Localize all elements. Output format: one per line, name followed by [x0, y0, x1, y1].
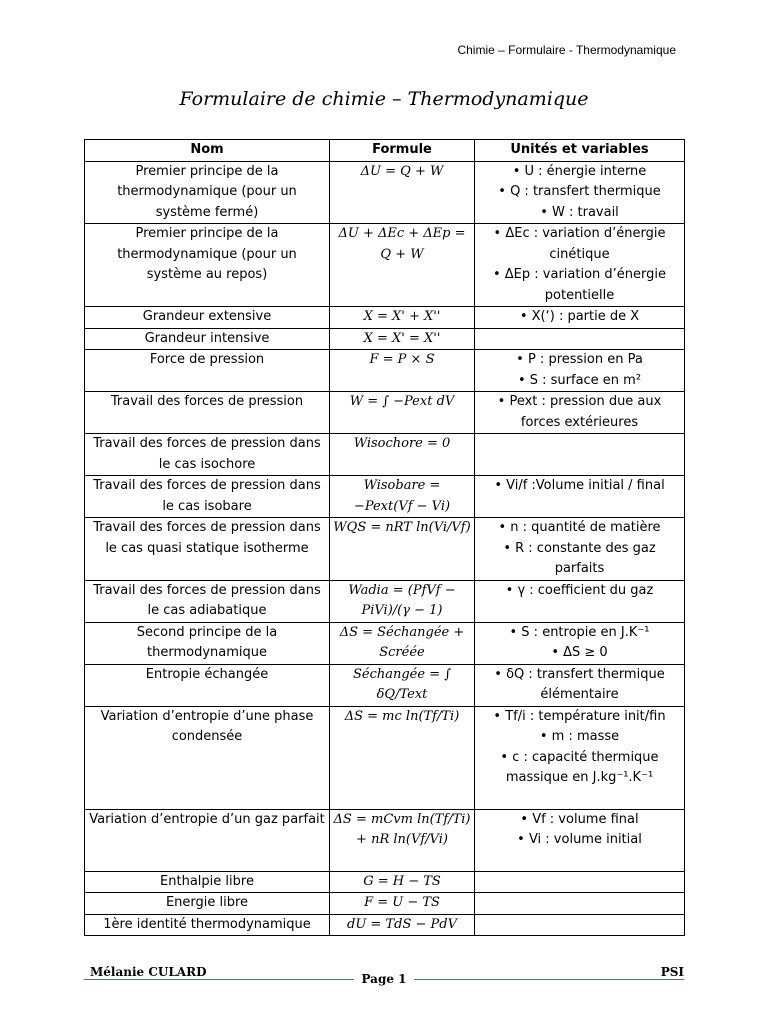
- row-units: [475, 350, 685, 392]
- unit-line: • ΔEp : variation d’énergie potentielle: [492, 267, 667, 303]
- footer-class: PSI: [660, 965, 684, 979]
- row-name: Travail des forces de pression dans le cas quasi statique isotherme: [85, 518, 330, 581]
- row-formula: ΔS = mCvm ln(Tf/Ti) + nR ln(Vf/Vi): [330, 809, 475, 871]
- unit-line: • Vi/f :Volume initial / final: [494, 478, 665, 493]
- column-header-formula: Formule: [330, 140, 475, 162]
- unit-line: • ΔEc : variation d’énergie cinétique: [493, 226, 666, 262]
- row-units: [475, 914, 685, 936]
- table-row: [85, 307, 685, 329]
- row-formula: Séchangée = ∫ δQ/Text: [330, 664, 475, 706]
- document-title: Formulaire de chimie – Thermodynamique: [179, 88, 589, 110]
- row-formula: F = U − TS: [330, 893, 475, 915]
- footer-rule-right: [414, 979, 684, 980]
- table-row: [85, 706, 685, 809]
- unit-line: • γ : coefficient du gaz: [505, 582, 654, 598]
- table-row: [85, 871, 685, 893]
- row-name: Travail des forces de pression dans le cas isochore: [85, 434, 330, 476]
- row-units: [475, 580, 685, 622]
- table-row: [85, 328, 685, 350]
- footer-page-number: Page 1: [361, 972, 407, 986]
- table-row: [85, 664, 685, 706]
- unit-line: • c : capacité thermique massique en J.kg⁻¹.K⁻¹: [500, 749, 659, 785]
- unit-line: • n : quantité de matière: [498, 520, 661, 535]
- row-formula: G = H − TS: [330, 871, 475, 893]
- row-units: [475, 664, 685, 706]
- unit-line: • S : entropie en J.K⁻¹: [509, 624, 650, 640]
- row-units: [475, 871, 685, 893]
- row-units: [475, 434, 685, 476]
- row-formula: F = P × S: [330, 350, 475, 392]
- column-header-units: Unités et variables: [475, 140, 685, 162]
- row-name: Second principe de la thermodynamique: [85, 622, 330, 664]
- unit-line: • Pext : pression due aux forces extérieures: [497, 394, 662, 430]
- row-name: Premier principe de la thermodynamique (pour un système au repos): [85, 224, 330, 307]
- table-row: [85, 809, 685, 871]
- unit-line: • Q : transfert thermique: [498, 184, 661, 199]
- table-row: [85, 580, 685, 622]
- unit-line: • m : masse: [539, 729, 620, 744]
- unit-line: • X(‘) : partie de X: [519, 309, 640, 324]
- table-row: [85, 914, 685, 936]
- table-row: [85, 622, 685, 664]
- row-name: Premier principe de la thermodynamique (pour un système fermé): [85, 161, 330, 224]
- row-units: [475, 224, 685, 307]
- unit-line: • ΔS ≥ 0: [551, 645, 608, 660]
- table-row: [85, 392, 685, 434]
- row-name: Enthalpie libre: [85, 871, 330, 893]
- table-row: [85, 476, 685, 518]
- row-units: [475, 392, 685, 434]
- row-units: [475, 622, 685, 664]
- row-name: Variation d’entropie d’une phase condensée: [85, 706, 330, 809]
- row-name: 1ère identité thermodynamique: [85, 914, 330, 936]
- table-row: [85, 224, 685, 307]
- unit-line: • Vi : volume initial: [517, 832, 642, 847]
- table-header-row: [85, 140, 685, 162]
- row-units: [475, 706, 685, 809]
- table-row: [85, 893, 685, 915]
- row-formula: ΔS = mc ln(Tf/Ti): [330, 706, 475, 809]
- row-units: [475, 307, 685, 329]
- page-header: Chimie – Formulaire - Thermodynamique: [457, 43, 676, 57]
- row-units: [475, 518, 685, 581]
- row-formula: Wadia = (PfVf − PiVi)/(γ − 1): [330, 580, 475, 622]
- unit-line: • U : énergie interne: [512, 163, 647, 179]
- row-formula: ΔU + ΔEc + ΔEp = Q + W: [330, 224, 475, 307]
- row-name: Force de pression: [85, 350, 330, 392]
- row-formula: X = X' + X'': [330, 307, 475, 329]
- row-name: Travail des forces de pression dans le cas adiabatique: [85, 580, 330, 622]
- row-formula: Wisochore = 0: [330, 434, 475, 476]
- row-formula: X = X' = X'': [330, 328, 475, 350]
- row-name: Energie libre: [85, 893, 330, 915]
- row-formula: ΔS = Séchangée + Scréée: [330, 622, 475, 664]
- table-row: [85, 434, 685, 476]
- row-formula: WQS = nRT ln(Vi/Vf): [330, 518, 475, 581]
- row-name: Entropie échangée: [85, 664, 330, 706]
- footer-author: Mélanie CULARD: [90, 965, 207, 979]
- row-name: Travail des forces de pression dans le cas isobare: [85, 476, 330, 518]
- row-name: Grandeur extensive: [85, 307, 330, 329]
- row-formula: ΔU = Q + W: [330, 161, 475, 224]
- row-formula: dU = TdS − PdV: [330, 914, 475, 936]
- row-units: [475, 893, 685, 915]
- row-units: [475, 809, 685, 871]
- unit-line: • S : surface en m²: [517, 372, 642, 388]
- unit-line: • δQ : transfert thermique élémentaire: [494, 666, 665, 702]
- row-formula: W = ∫ −Pext dV: [330, 392, 475, 434]
- row-name: Grandeur intensive: [85, 328, 330, 350]
- column-header-name: Nom: [85, 140, 330, 162]
- table-row: [85, 161, 685, 224]
- unit-line: • W : travail: [540, 204, 619, 220]
- row-units: [475, 161, 685, 224]
- unit-line: • P : pression en Pa: [516, 352, 643, 367]
- unit-line: • Vf : volume final: [520, 811, 639, 827]
- table-row: [85, 350, 685, 392]
- row-name: Travail des forces de pression: [85, 392, 330, 434]
- formula-table: [84, 139, 685, 936]
- row-units: [475, 328, 685, 350]
- row-formula: Wisobare = −Pext(Vf − Vi): [330, 476, 475, 518]
- unit-line: • Tf/i : température init/fin: [493, 708, 666, 724]
- row-units: [475, 476, 685, 518]
- table-row: [85, 518, 685, 581]
- row-name: Variation d’entropie d’un gaz parfait: [85, 809, 330, 871]
- unit-line: • R : constante des gaz parfaits: [503, 540, 656, 576]
